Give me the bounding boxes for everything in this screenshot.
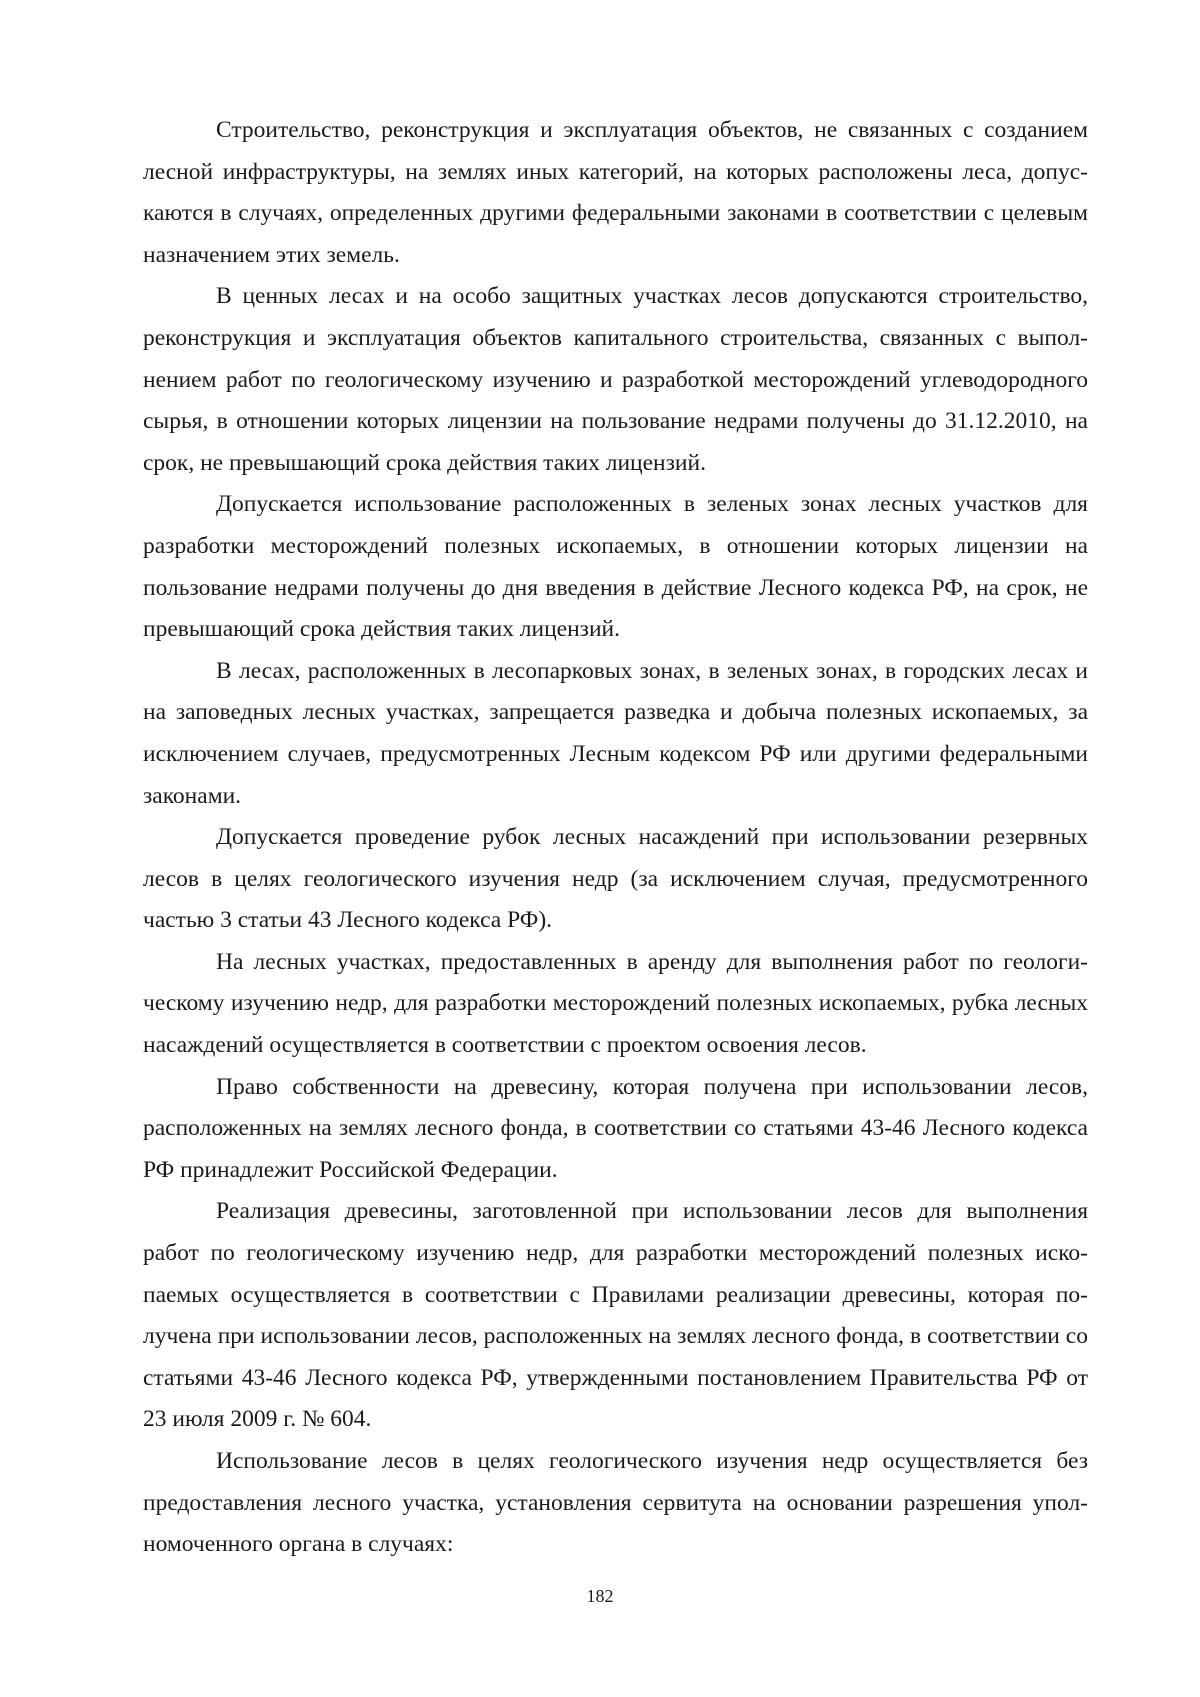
paragraph: Допускается проведение рубок лесных насаждений при использовании резервных лесов в целях геологического изучения недр (за исключением случая, предусмотренного частью 3 статьи 43 Лесного кодекса РФ).	[143, 824, 1088, 934]
paragraph: Реализация древесины, заготовленной при использовании лесов для выполнения работ по геологическому изучению недр, для разработки месторождений полезных ископаемых осуществляется в соответствии с Правилами реализации древесины, которая получена при использовании лесов, расположенных на землях лесного фонда, в соответствии со статьями 43-46 Лесного кодекса РФ, утвержденными постановлением Правительства РФ от 23 июля 2009 г. № 604.	[143, 1198, 1088, 1433]
page-number: 182	[586, 1586, 614, 1606]
paragraph: В лесах, расположенных в лесопарковых зонах, в зеленых зонах, в городских лесах и на заповедных лесных участках, запрещается разведка и добыча полезных ископаемых, за исключением случаев, предусмотренных Лесным кодексом РФ или другими федеральными законами.	[143, 657, 1088, 809]
body-text	[143, 110, 1088, 1566]
paragraph: Строительство, реконструкция и эксплуатация объектов, не связанных с созданием лесной инфраструктуры, на землях иных категорий, на которых расположены леса, допускаются в случаях, определенных другими федеральными законами в соответствии с целевым назначением этих земель.	[143, 117, 1088, 268]
paragraph: В ценных лесах и на особо защитных участках лесов допускаются строительство, реконструкция и эксплуатация объектов капитального строительства, связанных с выполнением работ по геологическому изучению и разработкой месторождений углеводородного сырья, в отношении которых лицензии на пользование недрами получены до 31.12.2010, на срок, не превышающий срока действия таких лицензий.	[143, 283, 1088, 476]
paragraph: Допускается использование расположенных в зеленых зонах лесных участков для разработки месторождений полезных ископаемых, в отношении которых лицензии на пользование недрами получены до дня введения в действие Лесного кодекса РФ, на срок, не превышающий срока действия таких лицензий.	[143, 491, 1088, 643]
paragraph: Использование лесов в целях геологического изучения недр осуществляется без предоставления лесного участка, установления сервитута на основании разрешения уполномоченного органа в случаях:	[143, 1448, 1088, 1558]
paragraph: Право собственности на древесину, которая получена при использовании лесов, расположенных на землях лесного фонда, в соответствии со статьями 43-46 Лесного кодекса РФ принадлежит Российской Федерации.	[143, 1073, 1088, 1183]
paragraph: На лесных участках, предоставленных в аренду для выполнения работ по геологическому изучению недр, для разработки месторождений полезных ископаемых, рубка лесных насаждений осуществляется в соответствии с проектом освоения лесов.	[143, 948, 1088, 1059]
